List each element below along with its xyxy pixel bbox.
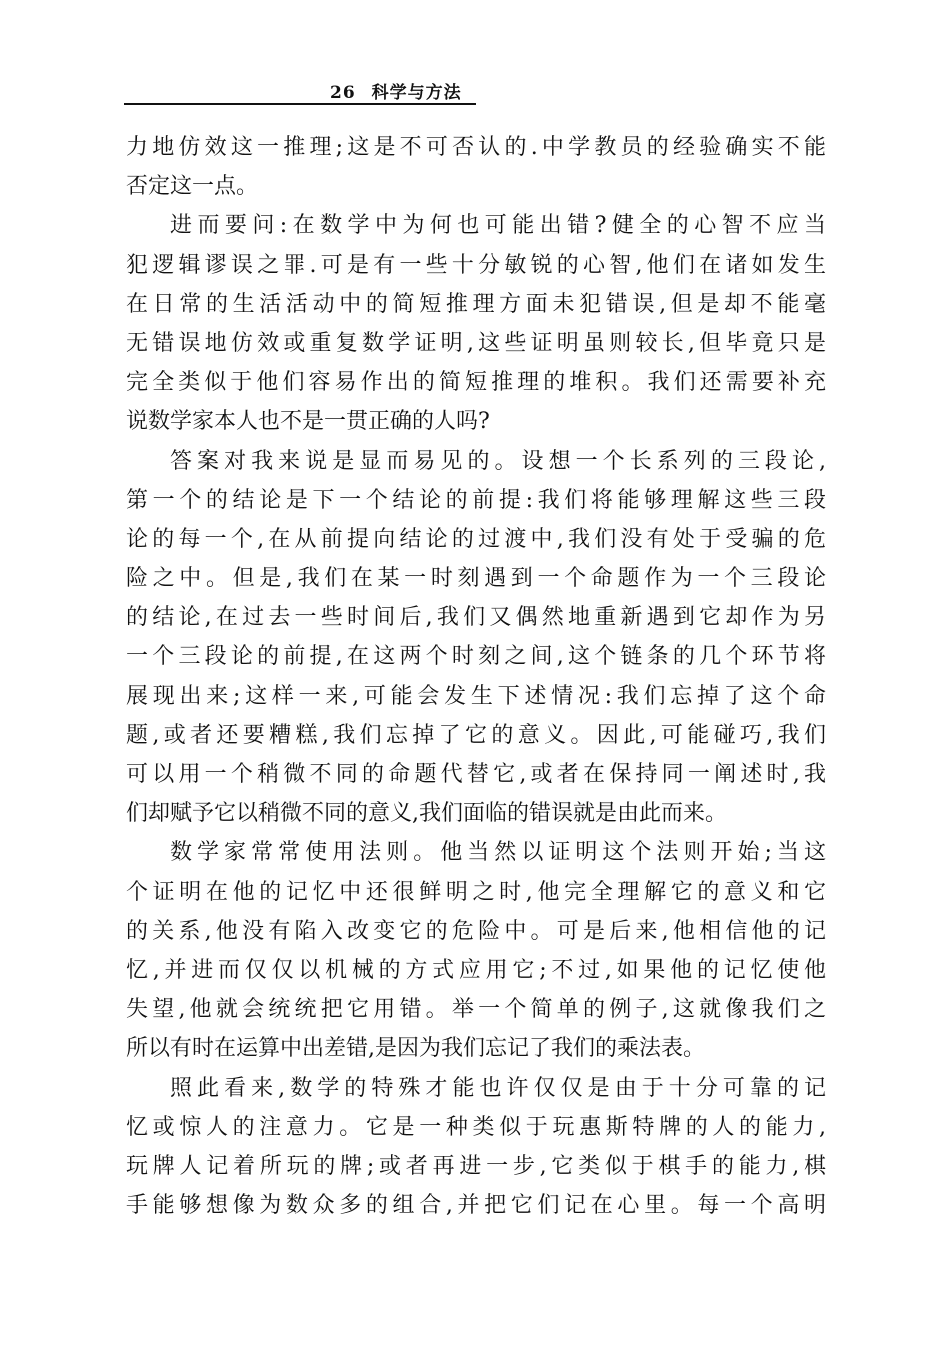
paragraph-first-line: 数学家常常使用法则。他当然以证明这个法则开始;当这: [170, 840, 826, 866]
text-line: 否定这一点。: [126, 174, 259, 200]
header-rule: [124, 103, 476, 105]
text-line: 的结论,在过去一些时间后,我们又偶然地重新遇到它却作为另: [126, 605, 826, 631]
text-line: 在日常的生活活动中的简短推理方面未犯错误,但是却不能毫: [126, 291, 826, 317]
text-line: 险之中。但是,我们在某一时刻遇到一个命题作为一个三段论: [126, 566, 826, 592]
text-line: 展现出来;这样一来,可能会发生下述情况:我们忘掉了这个命: [126, 683, 826, 709]
text-line: 可以用一个稍微不同的命题代替它,或者在保持同一阐述时,我: [126, 762, 826, 787]
text-line: 题,或者还要糟糕,我们忘掉了它的意义。因此,可能碰巧,我们: [126, 722, 826, 748]
paragraph-first-line: 进而要问:在数学中为何也可能出错?健全的心智不应当: [170, 213, 826, 239]
text-line: 失望,他就会统统把它用错。举一个简单的例子,这就像我们之: [126, 997, 826, 1023]
paragraph-first-line: 答案对我来说是显而易见的。设想一个长系列的三段论,: [170, 448, 826, 474]
text-line: 玩牌人记着所玩的牌;或者再进一步,它类似于棋手的能力,棋: [126, 1153, 826, 1179]
page-number: 26: [330, 83, 356, 103]
text-line: 力地仿效这一推理;这是不可否认的.中学教员的经验确实不能: [126, 135, 826, 160]
text-line: 所以有时在运算中出差错,是因为我们忘记了我们的乘法表。: [126, 1036, 705, 1062]
running-header: [124, 72, 476, 106]
text-line: 说数学家本人也不是一贯正确的人吗?: [126, 409, 490, 435]
header-text: [330, 78, 462, 103]
running-title: 科学与方法: [371, 83, 462, 103]
text-line: 们却赋予它以稍微不同的意义,我们面临的错误就是由此而来。: [126, 801, 727, 827]
text-line: 的关系,他没有陷入改变它的危险中。可是后来,他相信他的记: [126, 918, 826, 944]
text-line: 忆或惊人的注意力。它是一种类似于玩惠斯特牌的人的能力,: [126, 1114, 826, 1140]
text-line: 无错误地仿效或重复数学证明,这些证明虽则较长,但毕竟只是: [126, 330, 826, 356]
text-line: 个证明在他的记忆中还很鲜明之时,他完全理解它的意义和它: [126, 879, 826, 905]
text-line: 第一个的结论是下一个结论的前提:我们将能够理解这些三段: [126, 487, 826, 513]
text-line: 一个三段论的前提,在这两个时刻之间,这个链条的几个环节将: [126, 644, 826, 670]
text-line: 忆,并进而仅仅以机械的方式应用它;不过,如果他的记忆使他: [126, 957, 826, 983]
text-line: 犯逻辑谬误之罪.可是有一些十分敏锐的心智,他们在诸如发生: [126, 252, 826, 278]
text-line: 完全类似于他们容易作出的简短推理的堆积。我们还需要补充: [126, 370, 826, 396]
text-line: 论的每一个,在从前提向结论的过渡中,我们没有处于受骗的危: [126, 526, 826, 552]
body-text: [126, 128, 826, 1225]
paragraph-first-line: 照此看来,数学的特殊才能也许仅仅是由于十分可靠的记: [170, 1075, 826, 1101]
text-line: 手能够想像为数众多的组合,并把它们记在心里。每一个高明: [126, 1193, 826, 1219]
